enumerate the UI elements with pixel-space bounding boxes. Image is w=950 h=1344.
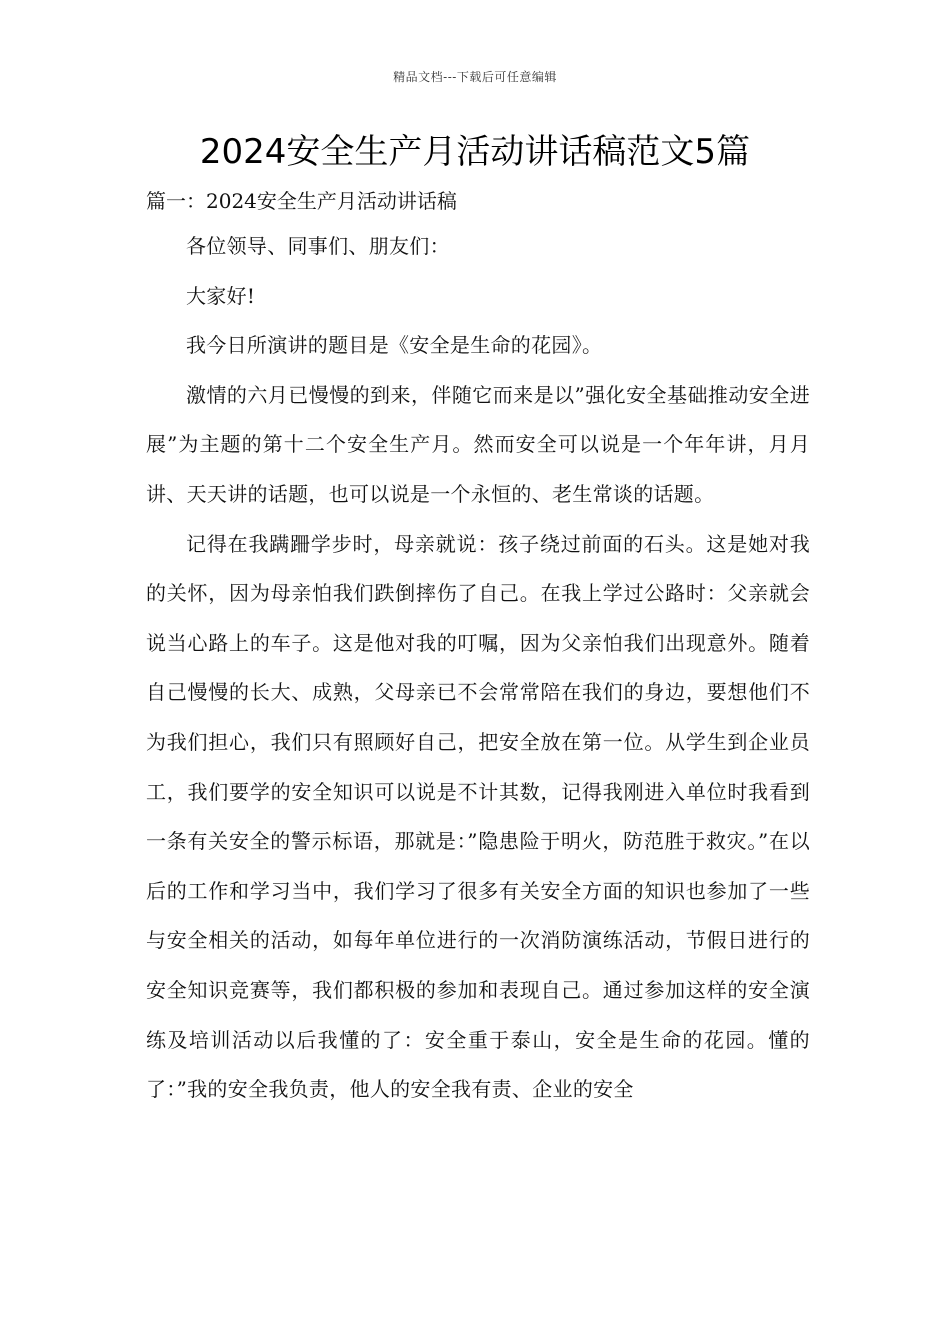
document-body <box>146 180 810 1115</box>
body-paragraph: 激情的六月已慢慢的到来，伴随它而来是以”强化安全基础推动安全进展”为主题的第十二个安全生产月。然而安全可以说是一个年年讲，月月讲、天天讲的话题，也可以说是一个永恒的、老生常谈的话题。 <box>146 382 810 506</box>
body-paragraph: 记得在我蹒跚学步时，母亲就说：孩子绕过前面的石头。这是她对我的关怀，因为母亲怕我们跌倒摔伤了自己。在我上学过公路时：父亲就会说当心路上的车子。这是他对我的叮嘱，因为父亲怕我们出现意外。随着自己慢慢的长大、成熟，父母亲已不会常常陪在我们的身边，要想他们不为我们担心，我们只有照顾好自己，把安全放在第一位。从学生到企业员工，我们要学的安全知识可以说是不计其数，记得我刚进入单位时我看到一条有关安全的警示标语，那就是：”隐患险于明火，防范胜于救灾。”在以后的工作和学习当中，我们学习了很多有关安全方面的知识也参加了一些与安全相关的活动，如每年单位进行的一次消防演练活动，节假日进行的安全知识竞赛等，我们都积极的参加和表现自己。通过参加这样的安全演练及培训活动以后我懂的了：安全重于泰山，安全是生命的花园。懂的了：”我的安全我负责，他人的安全我有责、企业的安全 <box>146 531 810 1102</box>
document-title: 2024安全生产月活动讲话稿范文5篇 <box>199 132 751 172</box>
section-heading: 篇一：2024安全生产月活动讲话稿 <box>146 189 457 213</box>
salutation-paragraph: 各位领导、同事们、朋友们： <box>186 234 450 258</box>
header-note: 精品文档---下载后可任意编辑 <box>393 70 557 84</box>
greeting-paragraph: 大家好! <box>186 283 256 308</box>
topic-paragraph: 我今日所演讲的题目是《安全是生命的花园》。 <box>186 333 603 358</box>
